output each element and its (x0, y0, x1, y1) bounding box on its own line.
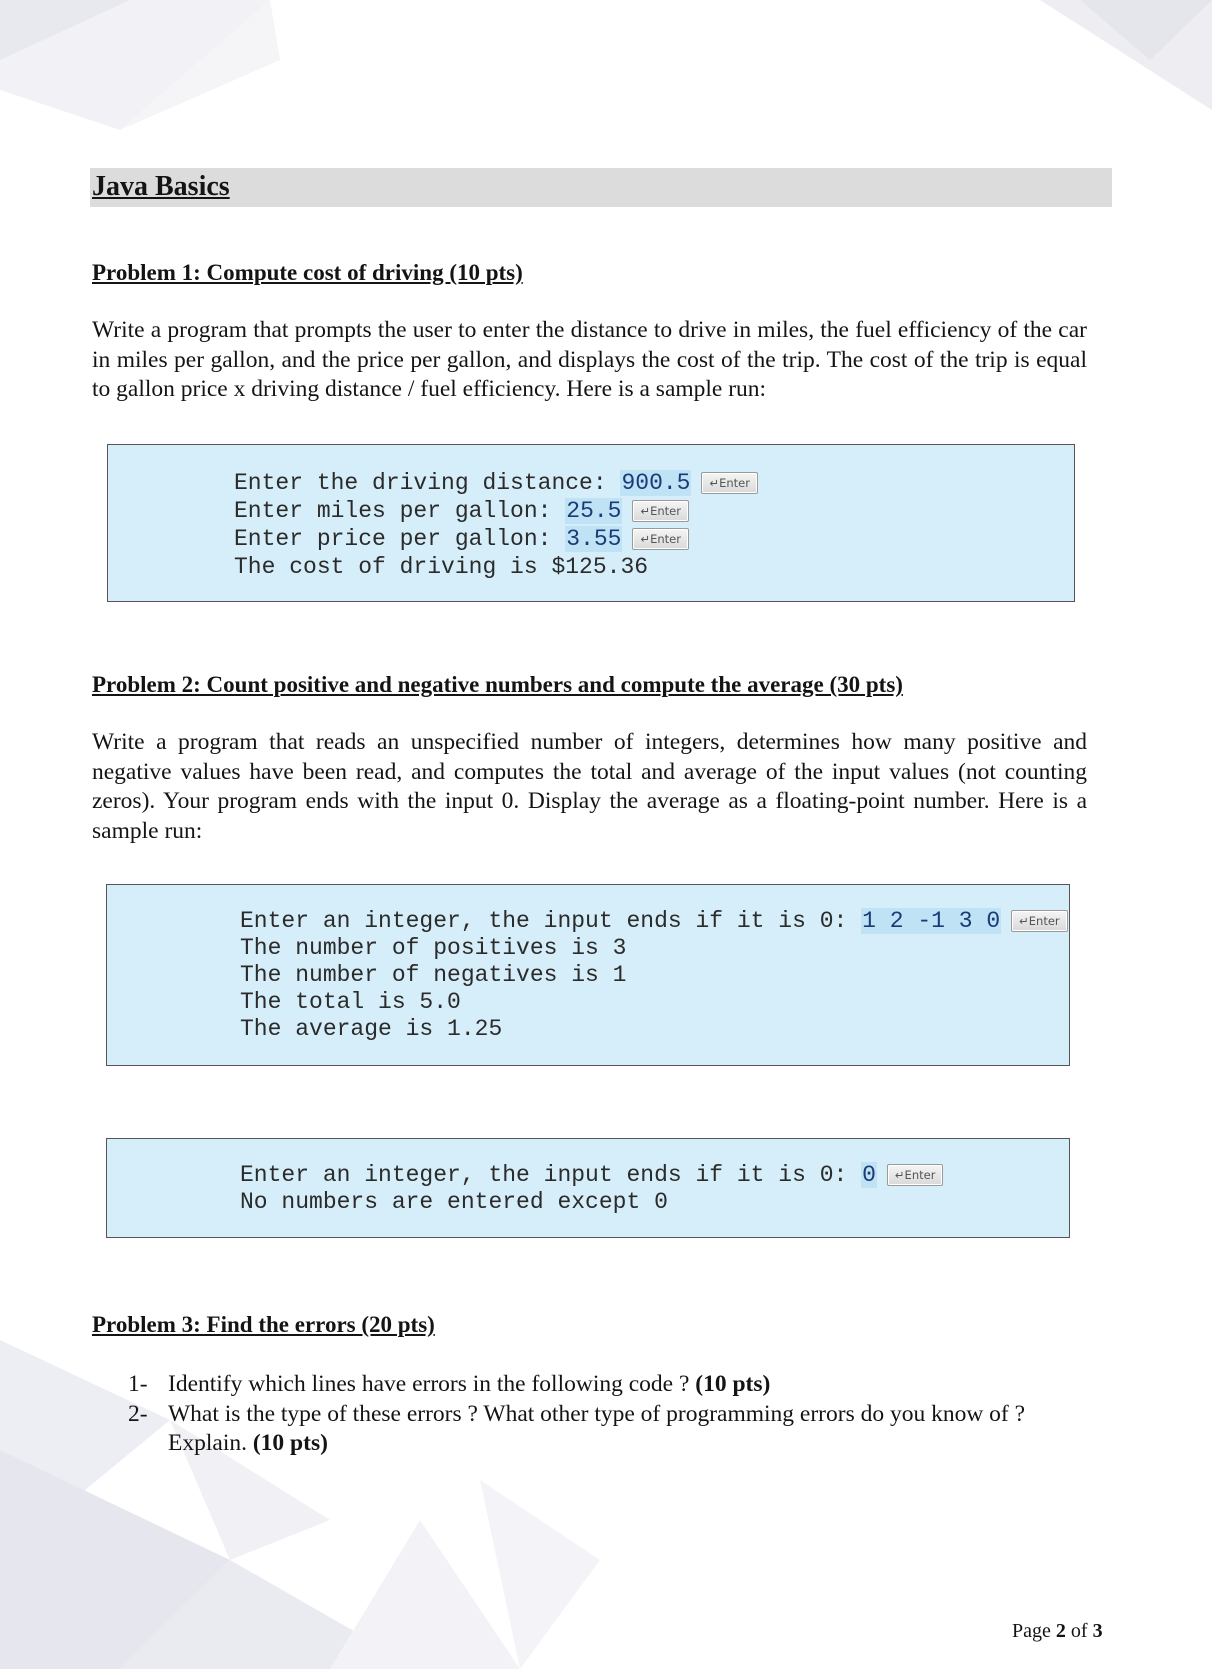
enter-key-icon: ↵Enter (632, 500, 689, 522)
list-item-number: 2- (128, 1400, 148, 1427)
enter-key-icon: ↵Enter (701, 472, 758, 494)
enter-key-icon: ↵Enter (632, 528, 689, 550)
console-input: 900.5 (621, 470, 691, 496)
section-title: Java Basics (92, 171, 230, 202)
problem-2-console-run-2 (106, 1138, 1070, 1238)
console-input: 3.55 (566, 526, 622, 552)
console-line: Enter the driving distance: 900.5 ↵Enter (234, 469, 758, 497)
console-input: 25.5 (566, 498, 622, 524)
problem-3-question-list (128, 1370, 1088, 1459)
console-output: The number of positives is 3 (240, 935, 627, 961)
problem-2-description: Write a program that reads an unspecified number of integers, determines how many positive and negative values have been read, and computes the total and average of the input values (not counting zeros). Your program ends with the input 0. Display the average as a floating-point number. Here is a sample run: (92, 729, 1087, 844)
problem-1-description: Write a program that prompts the user to enter the distance to drive in miles, the fuel efficiency of the car in miles per gallon, and the price per gallon, and displays the cost of the trip. The cost of the trip is equal to gallon price x driving distance / fuel efficiency. Here is a sample run: (92, 317, 1087, 402)
list-item-points: (10 pts) (252, 1430, 328, 1456)
list-item (128, 1370, 1088, 1400)
console-line: Enter an integer, the input ends if it is 0: 0 ↵Enter (240, 1161, 943, 1189)
console-input: 1 2 -1 3 0 (862, 908, 1001, 934)
console-output: The cost of driving is $125.36 (234, 554, 649, 580)
console-output: No numbers are entered except 0 (240, 1189, 668, 1215)
list-item-number: 1- (128, 1371, 148, 1397)
section-header-bar (90, 168, 1112, 207)
list-item (128, 1400, 1088, 1459)
enter-key-icon: ↵Enter (1011, 910, 1068, 932)
problem-1-console (107, 444, 1075, 602)
console-line: Enter an integer, the input ends if it is 0: 1 2 -1 3 0 ↵Enter (240, 907, 1068, 935)
current-page: 2 (1055, 1620, 1066, 1642)
list-item-points: (10 pts) (695, 1371, 771, 1397)
problem-2-console-run-1 (106, 884, 1070, 1066)
list-item-text: What is the type of these errors ? What other type of programming errors do you know of ? Explain. (168, 1400, 1026, 1456)
problem-1-heading: Problem 1: Compute cost of driving (10 pts) (92, 260, 523, 285)
problem-2-heading: Problem 2: Count positive and negative numbers and compute the average (30 pts) (92, 672, 903, 697)
console-output: The total is 5.0 (240, 989, 461, 1015)
problem-3-heading: Problem 3: Find the errors (20 pts) (92, 1312, 435, 1337)
page-number: Page 2 of 3 (1012, 1620, 1103, 1642)
console-output: The average is 1.25 (240, 1016, 503, 1042)
console-line: Enter price per gallon: 3.55 ↵Enter (234, 525, 689, 553)
console-input: 0 (862, 1162, 876, 1188)
enter-key-icon: ↵Enter (887, 1164, 944, 1186)
console-line: Enter miles per gallon: 25.5 ↵Enter (234, 497, 689, 525)
list-item-text: Identify which lines have errors in the following code ? (168, 1371, 696, 1397)
total-pages: 3 (1092, 1620, 1103, 1642)
console-output: The number of negatives is 1 (240, 962, 627, 988)
